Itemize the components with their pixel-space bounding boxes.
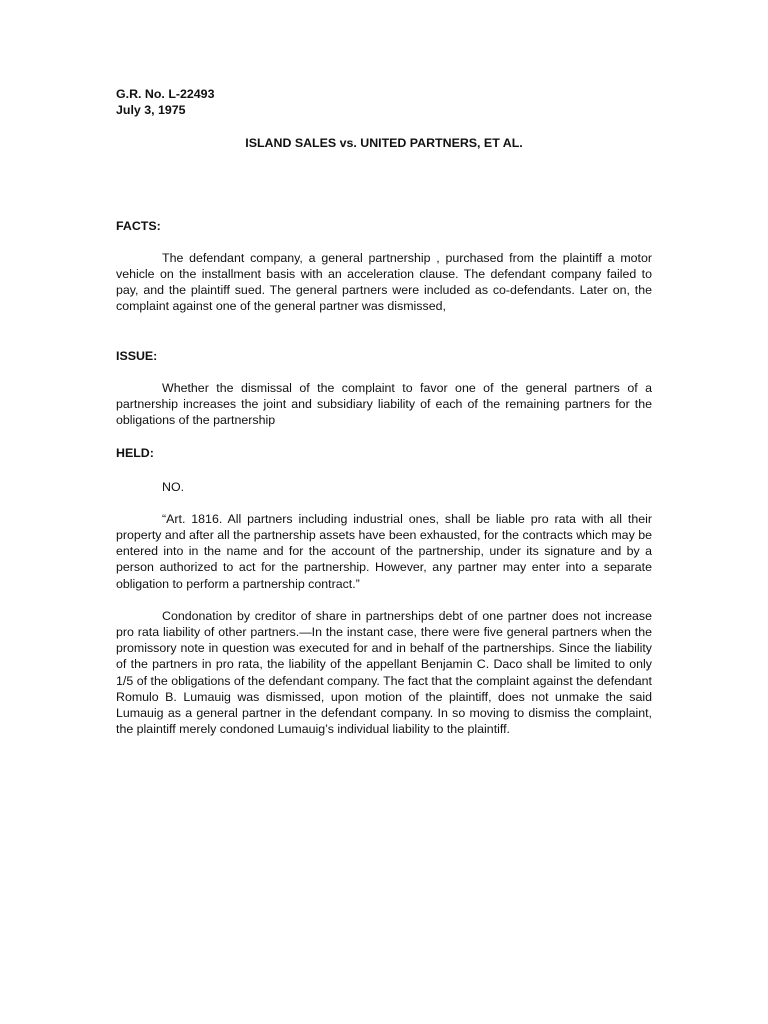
held-discussion: Condonation by creditor of share in partnerships debt of one partner does not increase pro rata liability of other partners.—In the instant case, there were five general partners when the promissory note in question was executed for and in behalf of the partnerships. Since the liability of the partners in pro rata, the liability of the appellant Benjamin C. Daco shall be limited to only 1/5 of the obligations of the defendant company. The fact that the complaint against the defendant Romulo B. Lumauig was dismissed, upon motion of the plaintiff, does not unmake the said Lumauig as a general partner in the defendant company. In so moving to dismiss the complaint, the plaintiff merely condoned Lumauig’s individual liability to the plaintiff. <box>116 608 652 737</box>
document-page <box>116 86 652 737</box>
held-answer: NO. <box>162 479 185 494</box>
case-title: ISLAND SALES vs. UNITED PARTNERS, ET AL. <box>245 136 523 151</box>
facts-heading: FACTS: <box>116 218 161 233</box>
article-quote: “Art. 1816. All partners including industrial ones, shall be liable pro rata with all their property and after all the partnership assets have been exhausted, for the contracts which may be entered into in the name and for the account of the partnership, under its signature and by a person authorized to act for the partnership. However, any partner may enter into a separate obligation to perform a partnership contract.” <box>116 511 652 591</box>
issue-paragraph: Whether the dismissal of the complaint to favor one of the general partners of a partnership increases the joint and subsidiary liability of each of the remaining partners for the obligations of the partnership <box>116 380 652 428</box>
issue-heading: ISSUE: <box>116 348 158 363</box>
case-date: July 3, 1975 <box>116 103 186 118</box>
case-number: G.R. No. L-22493 <box>116 87 215 101</box>
facts-paragraph: The defendant company, a general partnership , purchased from the plaintiff a motor vehicle on the installment basis with an acceleration clause. The defendant company failed to pay, and the plaintiff sued. The general partners were included as co-defendants. Later on, the complaint against one of the general partner was dismissed, <box>116 250 652 314</box>
held-heading: HELD: <box>116 446 154 461</box>
